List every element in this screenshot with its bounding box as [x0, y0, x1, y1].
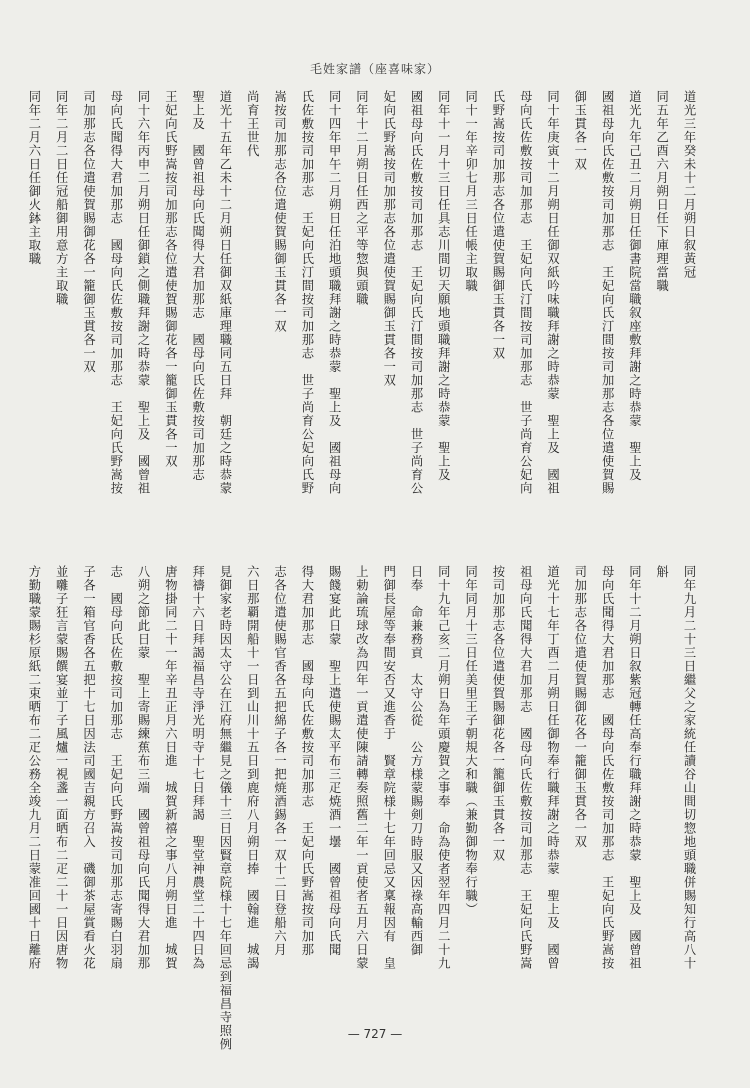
text-column: 同年九月二十三日繼父之家統任讀谷山間切惣地頭職併賜知行高八十: [682, 565, 696, 970]
text-column: 子各一箱官香各五把十七日因法司國吉親方召入 磯御茶屋賞看火花: [81, 565, 96, 970]
text-column: 司加那志各位遣使賀賜御花各一籠御玉貫各一双: [572, 565, 587, 849]
text-column: 同年十一月十三日任具志川間切天願地頭職拜謝之時恭蒙 聖上及: [436, 90, 451, 482]
text-column: 母向氏聞得大君加那志 國母向氏佐敷按司加那志 王妃向氏野嵩按: [108, 90, 123, 495]
text-column: 得大君加那志 國母向氏佐敷按司加那志 王妃向氏野嵩按司加那: [299, 565, 314, 957]
text-column: 志 國母向氏佐敷按司加那志 王妃向氏野嵩按司加那志寄賜白羽扇: [108, 565, 123, 970]
text-column: 國祖母向氏佐敷按司加那志 王妃向氏汀間按司加那志 世子尚育公: [409, 90, 424, 495]
text-column: 唐物掛同二十一年辛丑正月六日進 城賀新禧之事八月朔日進 城賀: [163, 565, 178, 970]
text-column: 尚育王世代: [245, 90, 260, 158]
text-column: 六日那覇開船十一日到山川十五日到鹿府八月朔日捧 國翰進 城謁: [245, 565, 260, 970]
text-column: 道光十五年乙未十二月朔日任御双紙庫理職同五日拜 朝廷之時恭蒙: [217, 90, 232, 495]
text-column: 八朔之節此日蒙 聖上寄賜練蕉布三端 國曾祖母向氏聞得大君加那: [136, 565, 151, 970]
text-column: 王妃向氏野嵩按司加那志各位遣使賀賜御花各一籠御玉貫各一双: [163, 90, 178, 468]
text-column: 道光十七年丁酉二月朔日任御物奉行職拜謝之時恭蒙 聖上及 國曾: [545, 565, 560, 970]
text-column: 並囃子狂言蒙賜饌宴並丁子風爐一視盞一面晒布二疋二十一日因唐物: [54, 565, 69, 970]
text-column: 嵩按司加那志各位遣使賀賜御玉貫各一双: [272, 90, 287, 333]
text-column: 母向氏佐敷按司加那志 王妃向氏汀間按司加那志 世子尚育公妃向: [518, 90, 533, 495]
text-column: 同十年庚寅十二月朔日任御双紙吟味職拜謝之時恭蒙 聖上及 國祖: [545, 90, 560, 495]
text-column: 方勤職蒙賜杉原紙二束晒布二疋公務全竣九月二日蒙准回國十日離府: [26, 565, 41, 970]
text-column: 御玉貫各一双: [572, 90, 587, 171]
text-column: 母向氏聞得大君加那志 國母向氏佐敷按司加那志 王妃向氏野嵩按: [600, 565, 615, 970]
text-column: 上勅論琉球改為四年一貢遣使陳請轉奏照舊二年一貢使者五月六日蒙: [354, 565, 369, 970]
text-column: 氏野嵩按司加那志各位遣使賀賜御玉貫各一双: [490, 90, 505, 360]
page-number: — 727 —: [347, 1027, 403, 1041]
text-column: 門御長屋等奉間安否又進香于 賢章院様十七年回忌又稟報因有 皇: [381, 565, 396, 970]
text-column: 賜餞宴此日蒙 聖上遣使賜太平布三疋焼酒一壜 國曾祖母向氏聞: [327, 565, 342, 957]
text-column: 同年同月十三日任美里王子朝規大和職（兼勤御物奉行職）: [463, 565, 478, 916]
text-column: 同年二月二日任冠船御用意方主取職: [54, 90, 69, 306]
text-column: 同年十二月朔日任西之平等惣與頭職: [354, 90, 369, 306]
text-column: 志各位遣使賜官香各五把綿子各一把焼酒錫各一双十二日登船六月: [272, 565, 287, 957]
text-column: 斛: [654, 565, 669, 579]
text-column: 祖母向氏聞得大君加那志 國母向氏佐敷按司加那志 王妃向氏野嵩: [518, 565, 533, 970]
text-column: 同十一年辛卯七月三日任帳主取職: [463, 90, 478, 293]
text-column: 同年二月六日任御火鉢主取職: [26, 90, 41, 266]
text-column: 氏佐敷按司加那志 王妃向氏汀間按司加那志 世子尚育公妃向氏野: [299, 90, 314, 495]
text-column: 同十四年甲午二月朔日任泊地頭職拜謝之時恭蒙 聖上及 國祖母向: [327, 90, 342, 495]
text-column: 日奉 命兼務貢 太守公從 公方様蒙賜剣刀時服又因祿高輸西御: [409, 565, 424, 957]
text-column: 聖上及 國曾祖母向氏聞得大君加那志 國母向氏佐敷按司加那志: [190, 90, 205, 482]
text-column: 同十六年丙申二月朔日任御鎖之側職拜謝之時恭蒙 聖上及 國曾祖: [136, 90, 151, 495]
text-column: 見御家老時因太守公在江府無繼見之儀十三日因賢章院様十七年回忌到福昌寺照例: [217, 565, 232, 1051]
text-column: 國祖母向氏佐敷按司加那志 王妃向氏汀間按司加那志各位遣使賀賜: [600, 90, 615, 495]
text-column: 按司加那志各位遣使賀賜御花各一籠御玉貫各一双: [490, 565, 505, 862]
text-column: 司加那志各位遣使賀賜御花各一籠御玉貫各一双: [81, 90, 96, 374]
text-column: 道光九年己丑二月朔日任御書院當職叙座敷拜謝之時恭蒙 聖上及: [627, 90, 642, 482]
text-column: 同五年乙酉六月朔日任下庫理當職: [654, 90, 669, 293]
upper-text-block: [26, 90, 702, 535]
text-column: 道光三年癸未十二月朔日叙黃冠: [682, 90, 696, 279]
text-column: 妃向氏野嵩按司加那志各位遣使賀賜御玉貫各一双: [381, 90, 396, 387]
text-column: 拜禱十六日拜謁福昌寺淨光明寺十七日拜謁 聖堂神農堂二十四日為: [190, 565, 205, 970]
text-column: 同年十二月朔日叙紫冠轉任高奉行職拜謝之時恭蒙 聖上及 國曾祖: [627, 565, 642, 970]
text-column: 同十九年己亥二月朔日為年頭慶賀之事奉 命為使者翌年四月二十九: [436, 565, 451, 970]
page-title: 毛姓家譜（座喜味家）: [309, 62, 440, 76]
